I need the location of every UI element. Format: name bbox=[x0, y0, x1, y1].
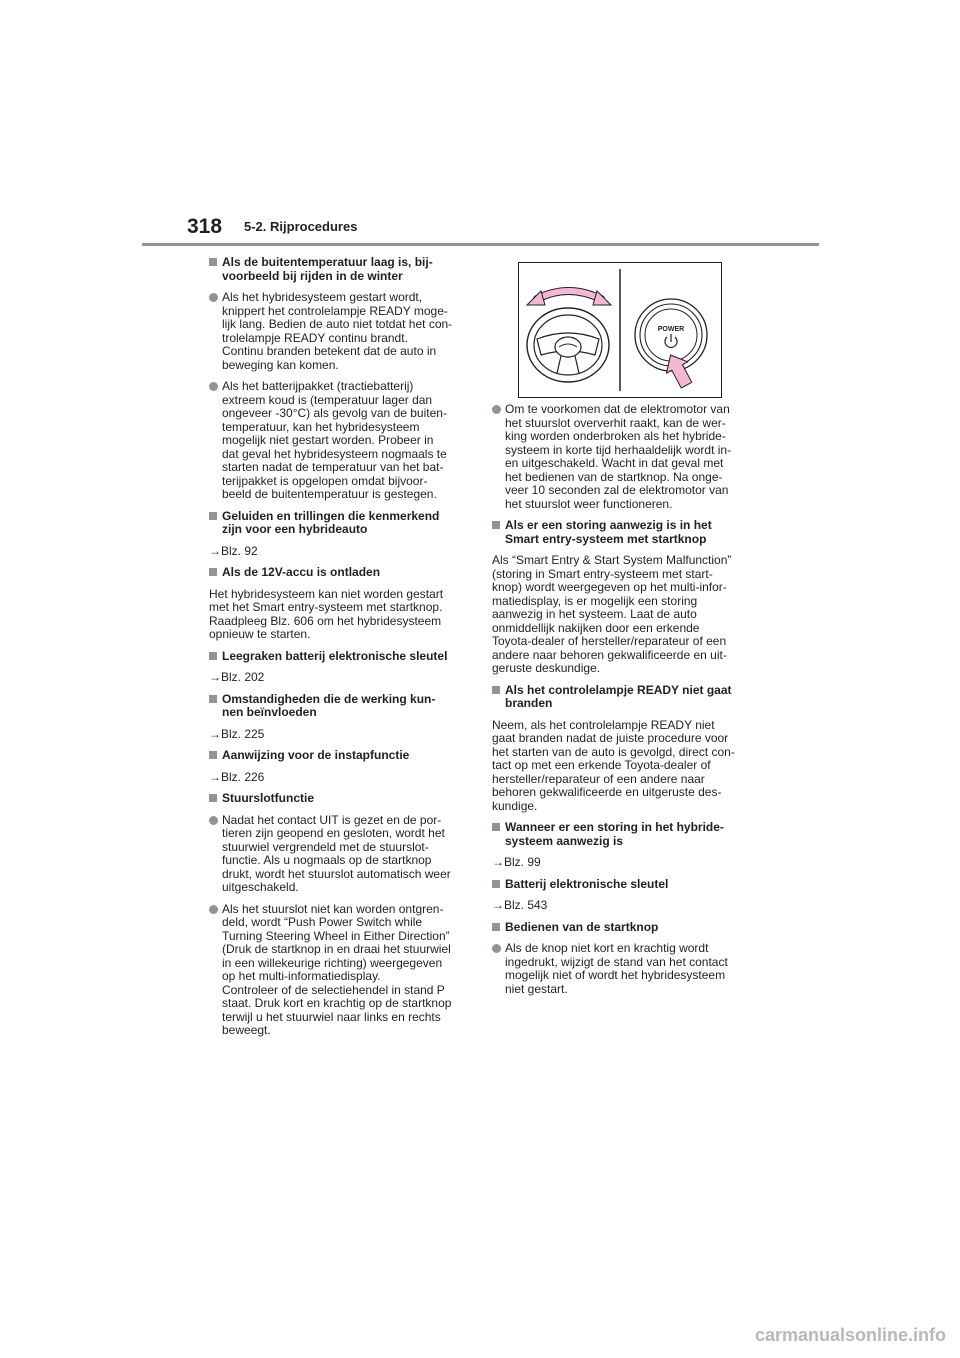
subheading: Omstandigheden die de werking kun- nen beïnvloeden bbox=[209, 693, 467, 720]
bullet-item: Als het batterijpakket (tractiebatterij) extreem koud is (temperatuur lager dan ongeveer -30°C) als gevolg van de buiten- temperatuur, kan het hybridesysteem mogelijk niet gestart worden. Probeer in dat geval het hybridesysteem nogmaals te starten nadat de temperatuur van het bat- terijpakket is opgelopen omdat bijvoor- beeld de buitentemperatuur is gestegen. bbox=[209, 380, 467, 502]
subheading: Als er een storing aanwezig is in het Smart entry-systeem met startknop bbox=[492, 519, 750, 546]
page-reference: →Blz. 99 bbox=[492, 855, 541, 869]
subheading: Geluiden en trillingen die kenmerkend zijn voor een hybrideauto bbox=[209, 510, 467, 537]
bullet-item: Als de knop niet kort en krachtig wordt ingedrukt, wijzigt de stand van het contact mogelijk niet of wordt het hybridesysteem niet gestart. bbox=[492, 942, 750, 996]
subheading: Aanwijzing voor de instapfunctie bbox=[209, 749, 467, 763]
subheading: Leegraken batterij elektronische sleutel bbox=[209, 650, 467, 664]
subheading: Bedienen van de startknop bbox=[492, 921, 750, 935]
bullet-item: Als het stuurslot niet kan worden ontgren- deld, wordt “Push Power Switch while Turning Steering Wheel in Either Direction” (Druk de startknop in en draai het stuurwiel in een willekeurige richting) weergegeven op het multi-informatiedisplay. Controleer of de selectiehendel in stand P staat. Druk kort en krachtig op de startknop terwijl u het stuurwiel naar links en rechts beweegt. bbox=[209, 903, 467, 1038]
right-column bbox=[492, 403, 750, 1004]
page-reference: →Blz. 202 bbox=[209, 670, 265, 684]
section-title: 5-2. Rijprocedures bbox=[244, 219, 358, 234]
subheading: Batterij elektronische sleutel bbox=[492, 878, 750, 892]
power-button-label: POWER bbox=[657, 326, 685, 333]
page-reference: →Blz. 225 bbox=[209, 726, 265, 741]
paragraph: Neem, als het controlelampje READY niet gaat branden nadat de juiste procedure voor het starten van de auto is gevolgd, direct con- tact op met een erkende Toyota-dealer of hersteller/reparateur of een andere naar behoren gekwalificeerde en uitgeruste des- kundige. bbox=[492, 717, 735, 813]
page-reference: →Blz. 543 bbox=[492, 898, 548, 912]
subheading: Stuurslotfunctie bbox=[209, 792, 467, 806]
steering-wheel-icon bbox=[527, 308, 609, 382]
page-reference: →Blz. 226 bbox=[209, 769, 265, 784]
bullet-item: Als het hybridesysteem gestart wordt, knippert het controlelampje READY moge- lijk lang. Bedien de auto niet totdat het con- trolelampje READY continu brandt. Continu branden betekent dat de auto in beweging kan komen. bbox=[209, 291, 467, 372]
page-number: 318 bbox=[187, 215, 223, 238]
paragraph: Als “Smart Entry & Start System Malfunction” (storing in Smart entry-systeem met start- knop) wordt weergegeven op het multi-infor- matiedisplay, is er mogelijk een storing aanwezig in het systeem. Laat de auto onmiddellijk nakijken door een erkende Toyota-dealer of hersteller/reparateur of een andere naar behoren gekwalificeerde en uit- geruste deskundige. bbox=[492, 553, 732, 675]
subheading: Wanneer er een storing in het hybride- systeem aanwezig is bbox=[492, 821, 750, 848]
left-column bbox=[209, 256, 467, 1046]
header-rule bbox=[142, 243, 819, 246]
rotate-arrow-icon bbox=[527, 291, 611, 305]
bullet-item: Nadat het contact UIT is gezet en de por- tieren zijn geopend en gesloten, wordt het stuurwiel vergrendeld met de stuurslot- functie. Als u nogmaals op de startknop drukt, wordt het stuurslot automatisch weer uitgeschakeld. bbox=[209, 814, 467, 895]
subheading: Als het controlelampje READY niet gaat branden bbox=[492, 684, 750, 711]
watermark: carmanualsonline.info bbox=[754, 1325, 946, 1345]
paragraph: Het hybridesysteem kan niet worden gestart met het Smart entry-systeem met startknop. Raadpleeg Blz. 606 om het hybridesysteem opnieuw te starten. bbox=[209, 586, 444, 641]
bullet-item: Om te voorkomen dat de elektromotor van het stuurslot oververhit raakt, kan de wer- king worden onderbroken als het hybride- systeem in korte tijd herhaaldelijk wordt in- en uitgeschakeld. Wacht in dat geval met het bedienen van de startknop. Na onge- veer 10 seconden zal de elektromotor van het stuurslot weer functioneren. bbox=[492, 403, 750, 511]
subheading: Als de buitentemperatuur laag is, bij- voorbeeld bij rijden in de winter bbox=[209, 256, 467, 283]
steering-wheel-power-button-figure bbox=[518, 262, 722, 398]
subheading: Als de 12V-accu is ontladen bbox=[209, 566, 467, 580]
page-reference: →Blz. 92 bbox=[209, 543, 258, 558]
figure-illustration bbox=[519, 263, 721, 397]
